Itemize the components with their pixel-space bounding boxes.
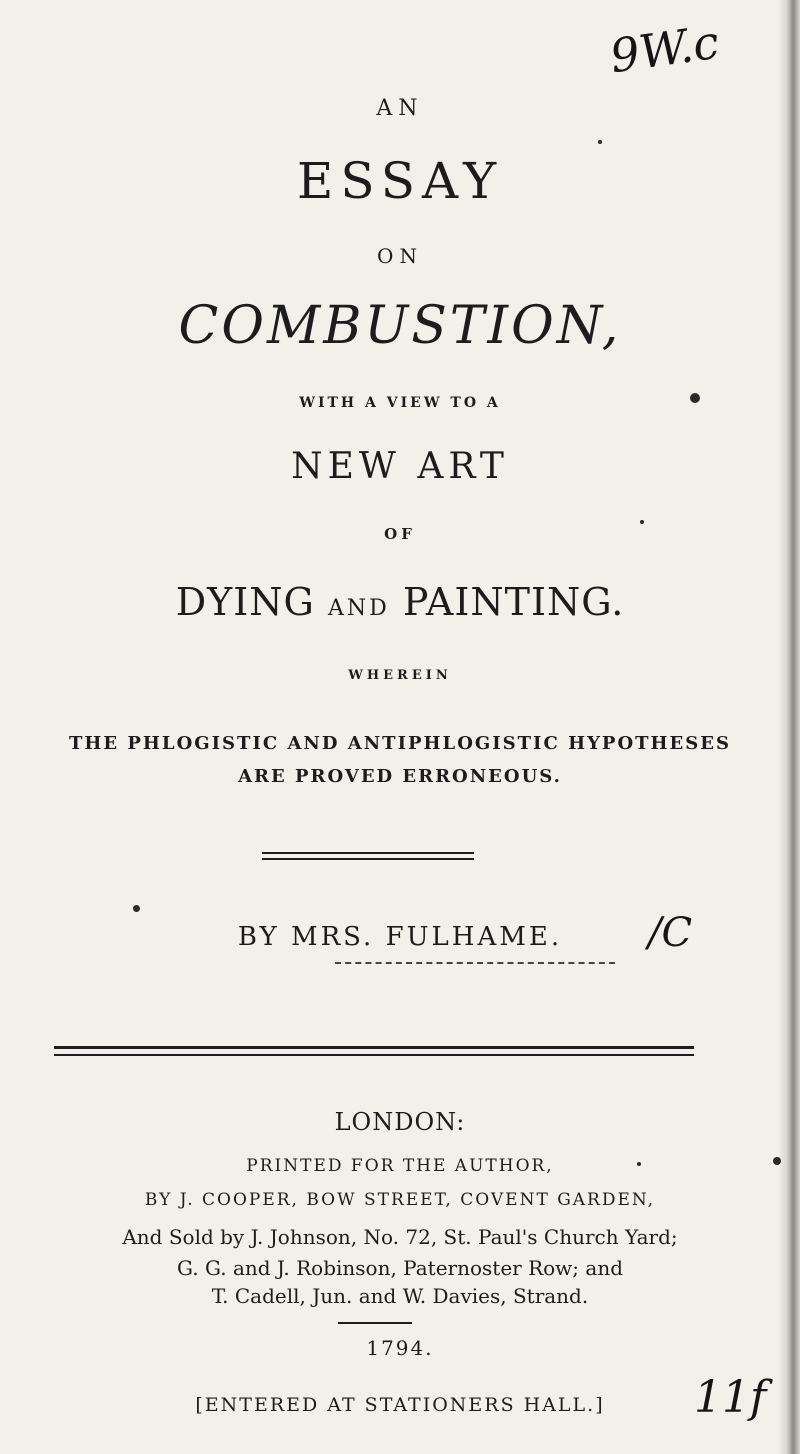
imprint-city: LONDON:: [334, 1108, 466, 1136]
imprint-sold-line-3: T. Cadell, Jun. and W. Davies, Strand.: [211, 1284, 589, 1308]
subtitle-with-a-view: WITH A VIEW TO A: [299, 395, 501, 411]
imprint-sold-line-2: G. G. and J. Robinson, Paternoster Row; and: [177, 1256, 623, 1280]
handwritten-page-note: 11f: [694, 1372, 767, 1423]
ink-spot: [690, 393, 700, 403]
short-rule-bottom: [262, 858, 474, 860]
subtitle-painting: PAINTING.: [402, 580, 625, 624]
title-combustion: COMBUSTION,: [178, 296, 622, 356]
ink-spot: [598, 140, 602, 144]
title-on: ON: [377, 244, 423, 268]
handwritten-shelfmark: 9W.c: [606, 14, 723, 84]
imprint-printer: BY J. COOPER, BOW STREET, COVENT GARDEN,: [144, 1190, 656, 1210]
entered-notice: [ENTERED AT STATIONERS HALL.]: [195, 1394, 605, 1416]
long-rule-bottom: [54, 1054, 694, 1056]
short-rule-top: [262, 852, 474, 854]
ink-spot: [773, 1157, 781, 1165]
ink-spot: [133, 905, 140, 912]
subtitle-new-art: NEW ART: [291, 446, 509, 487]
long-rule-top: [54, 1046, 694, 1049]
subtitle-dying: DYING: [175, 580, 315, 624]
ink-spot: [637, 1162, 641, 1166]
subtitle-dying-painting: [0, 580, 800, 624]
ink-spot: [640, 520, 644, 524]
subtitle-wherein: WHEREIN: [348, 668, 452, 683]
subtitle-of: OF: [384, 525, 416, 543]
hypotheses-line-2: ARE PROVED ERRONEOUS.: [238, 766, 562, 787]
title-essay: ESSAY: [296, 152, 504, 210]
subtitle-and: AND: [327, 596, 390, 621]
hypotheses-line-1: THE PHLOGISTIC AND ANTIPHLOGISTIC HYPOTHESES: [69, 733, 731, 754]
title-article: AN: [376, 96, 424, 121]
year-rule: [338, 1322, 412, 1324]
imprint-year: 1794.: [366, 1336, 434, 1360]
imprint-printed-for: PRINTED FOR THE AUTHOR,: [246, 1156, 554, 1176]
imprint-sold-line-1: And Sold by J. Johnson, No. 72, St. Paul's Church Yard;: [122, 1225, 678, 1249]
author-line: BY MRS. FULHAME.: [237, 922, 563, 952]
handwritten-mark: /C: [648, 910, 693, 956]
author-underline: [335, 962, 615, 964]
